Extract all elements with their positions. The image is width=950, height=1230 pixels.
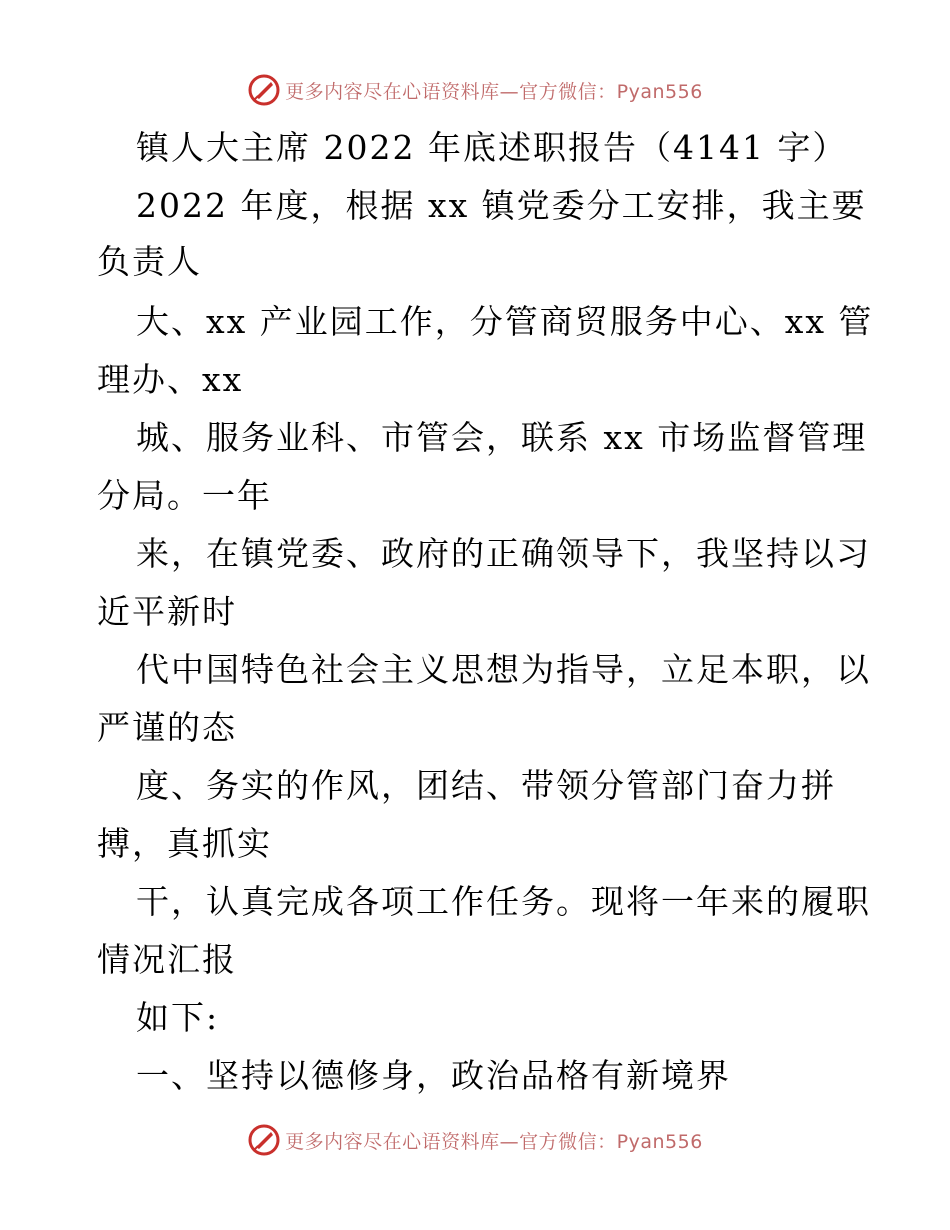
section-heading: 一、坚持以德修身，政治品格有新境界 [136, 1056, 731, 1095]
header-watermark [0, 70, 950, 110]
paragraph-line: 理办、xx [97, 360, 244, 399]
paragraph-line: 严谨的态 [97, 708, 237, 747]
paragraph-line: 大、xx 产业园工作，分管商贸服务中心、xx 管 [136, 302, 874, 341]
document-title: 镇人大主席 2022 年底述职报告（4141 字） [136, 128, 848, 167]
quill-logo-icon [247, 1123, 281, 1157]
paragraph-line: 分局。一年 [97, 476, 272, 515]
paragraph-line: 如下: [136, 998, 220, 1037]
footer-watermark-text: 更多内容尽在心语资料库—官方微信：Pyan556 [285, 1130, 703, 1153]
paragraph-line: 情况汇报 [97, 940, 237, 979]
footer-watermark [0, 1120, 950, 1160]
paragraph-line: 2022 年度，根据 xx 镇党委分工安排，我主要 [136, 186, 867, 225]
paragraph-line: 干，认真完成各项工作任务。现将一年来的履职 [136, 882, 871, 921]
quill-logo-icon [247, 73, 281, 107]
paragraph-line: 来，在镇党委、政府的正确领导下，我坚持以习 [136, 534, 871, 573]
paragraph-line: 搏，真抓实 [97, 824, 272, 863]
paragraph-line: 度、务实的作风，团结、带领分管部门奋力拼 [136, 766, 836, 805]
paragraph-line: 城、服务业科、市管会，联系 xx 市场监督管理 [136, 418, 868, 457]
paragraph-line: 负责人 [97, 242, 202, 281]
header-watermark-text: 更多内容尽在心语资料库—官方微信：Pyan556 [285, 80, 703, 103]
paragraph-line: 代中国特色社会主义思想为指导，立足本职，以 [136, 650, 871, 689]
paragraph-line: 近平新时 [97, 592, 237, 631]
